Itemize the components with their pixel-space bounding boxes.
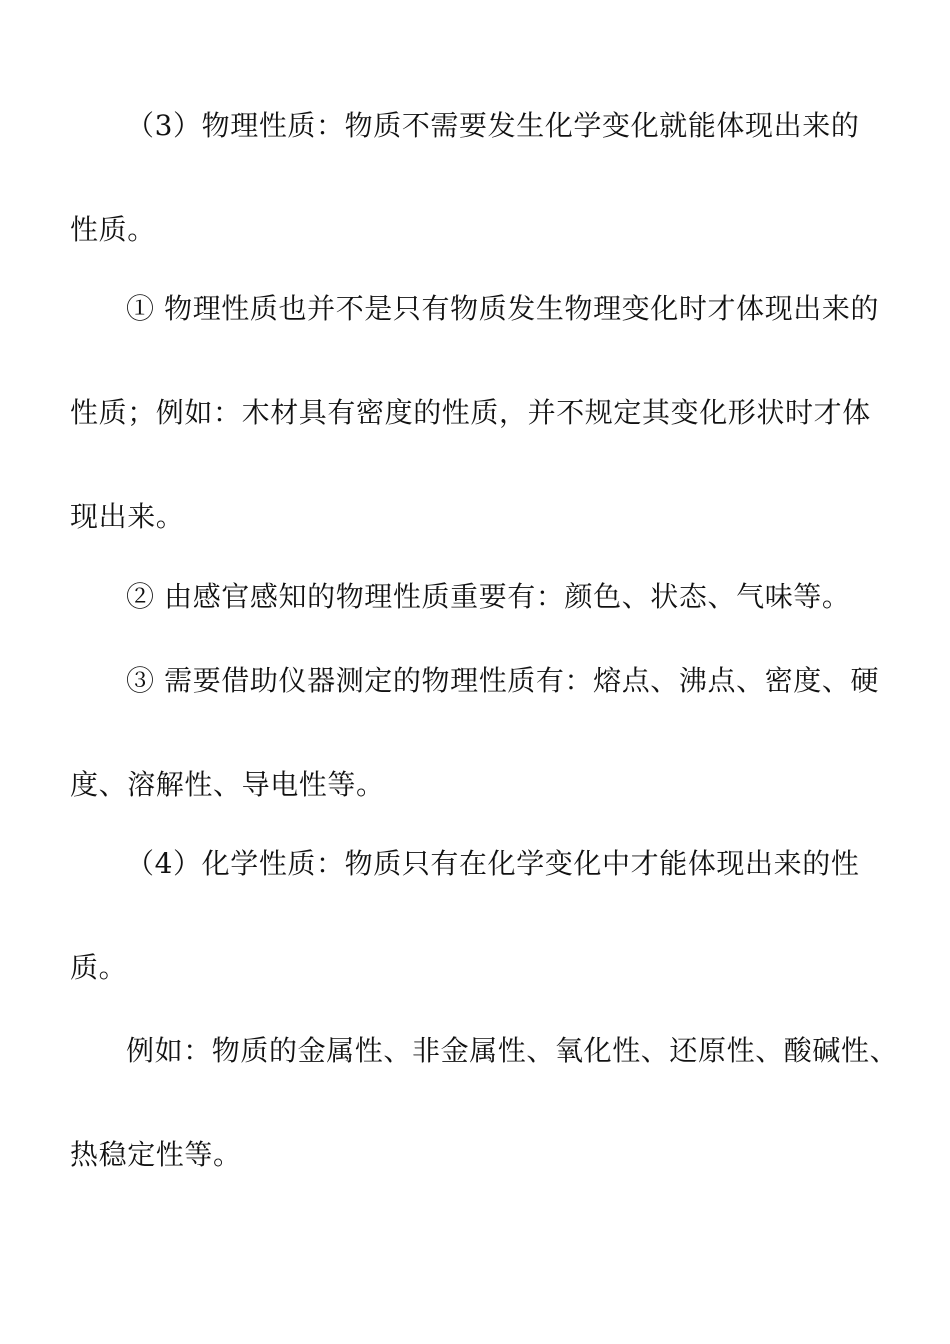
paragraph-physical-properties-line-2: 性质。 bbox=[70, 213, 156, 246]
paragraph-physical-properties-line-1: （3）物理性质：物质不需要发生化学变化就能体现出来的 bbox=[126, 109, 860, 142]
paragraph-chemical-properties-line-2: 质。 bbox=[70, 951, 128, 984]
list-item-3-line-1: ③ 需要借助仪器测定的物理性质有：熔点、沸点、密度、硬 bbox=[126, 664, 880, 697]
paragraph-chemical-properties-line-1: （4）化学性质：物质只有在化学变化中才能体现出来的性 bbox=[126, 847, 860, 880]
list-item-3-line-2: 度、溶解性、导电性等。 bbox=[70, 768, 385, 801]
list-item-1-line-2: 性质；例如：木材具有密度的性质，并不规定其变化形状时才体 bbox=[70, 396, 871, 429]
list-item-1-line-1: ① 物理性质也并不是只有物质发生物理变化时才体现出来的 bbox=[126, 292, 880, 325]
list-item-1-line-3: 现出来。 bbox=[70, 500, 185, 533]
example-paragraph-line-2: 热稳定性等。 bbox=[70, 1138, 242, 1171]
example-paragraph-line-1: 例如：物质的金属性、非金属性、氧化性、还原性、酸碱性、 bbox=[126, 1034, 899, 1067]
list-item-2-line-1: ② 由感官感知的物理性质重要有：颜色、状态、气味等。 bbox=[126, 580, 851, 613]
